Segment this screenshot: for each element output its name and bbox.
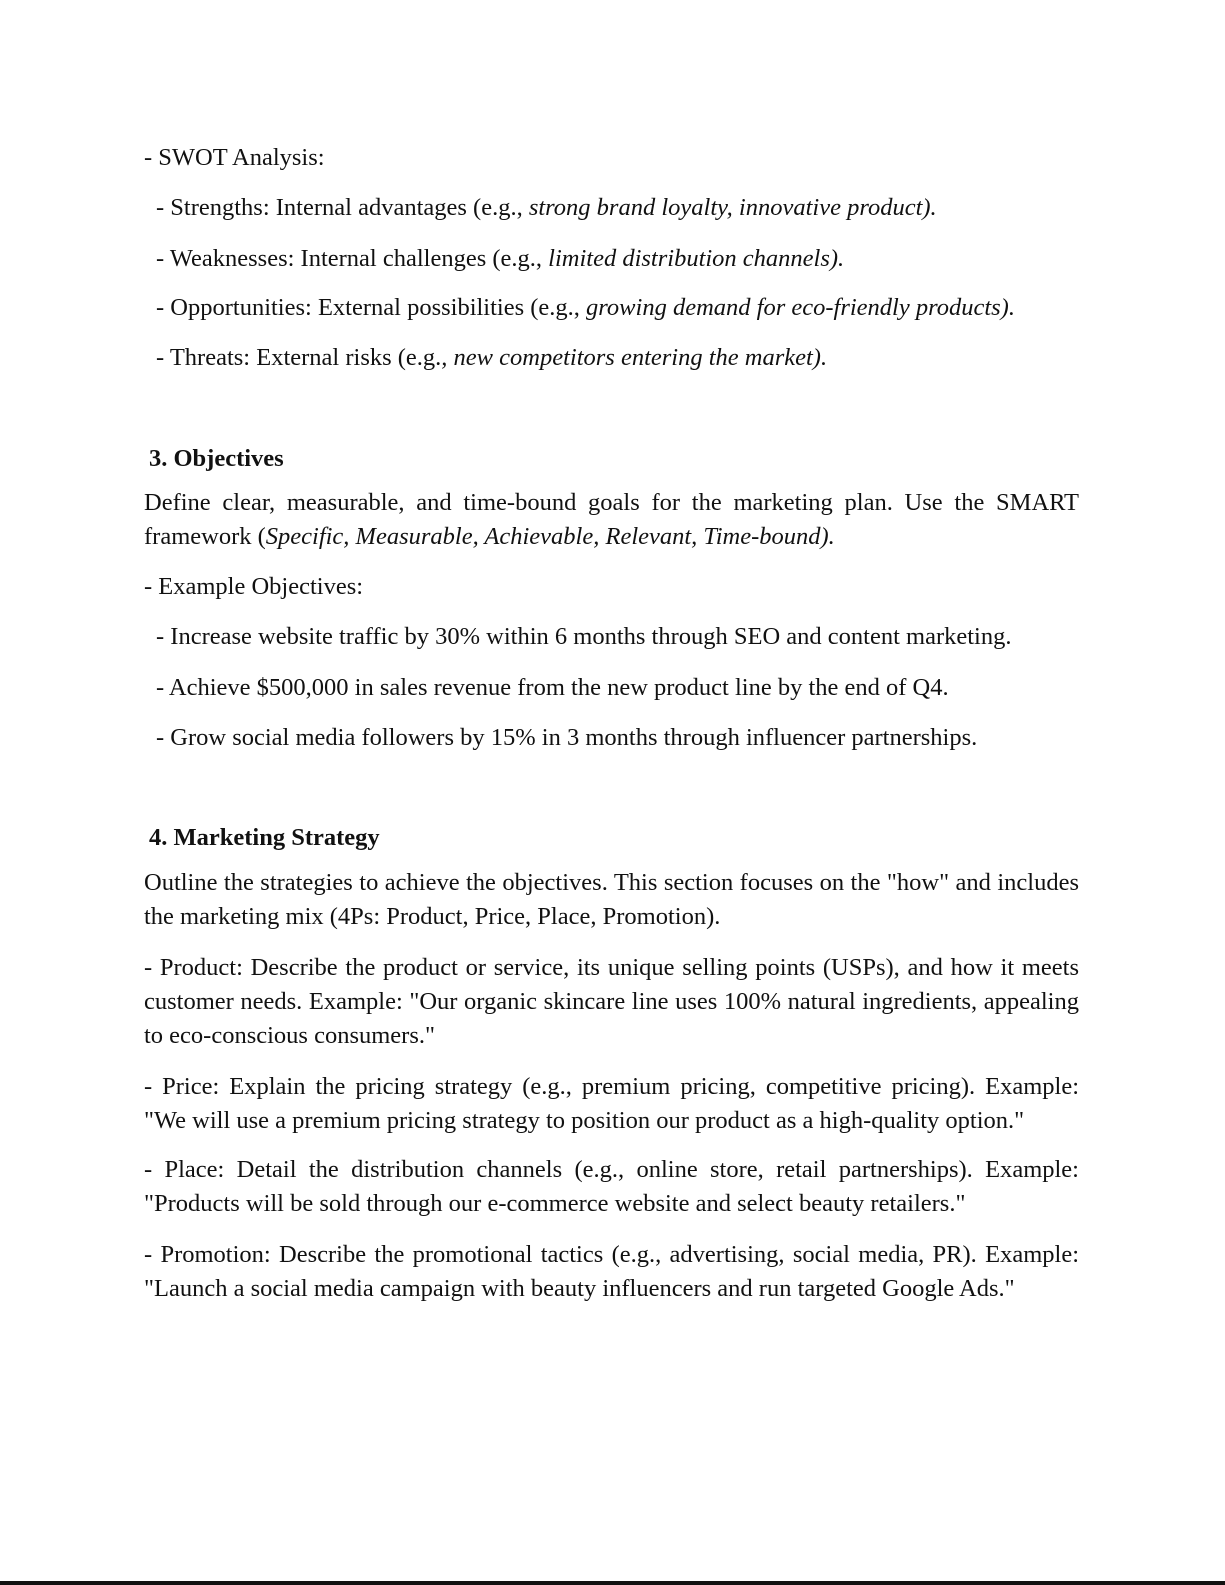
objective-item: - Increase website traffic by 30% within 6 months through SEO and content marketing. <box>156 623 1012 650</box>
swot-threats-label: - Threats: External risks (e.g. <box>156 344 442 371</box>
strategy-promotion: - Promotion: Describe the promotional tactics (e.g., advertising, social media, PR). Example: "Launch a social media campaign with beauty influencers and run targeted Google Ads." <box>144 1241 1079 1302</box>
strategy-intro: Outline the strategies to achieve the objectives. This section focuses on the "how" and includes the marketing mix (4Ps: Product, Price, Place, Promotion). <box>144 869 1079 930</box>
swot-strengths-label: - Strengths: Internal advantages (e.g., <box>156 194 529 221</box>
strategy-heading: 4. Marketing Strategy <box>149 824 380 851</box>
swot-weaknesses-label: - Weaknesses: Internal challenges (e.g., <box>156 245 549 272</box>
swot-opportunities-label: - Opportunities: External possibilities (e.g., <box>156 294 587 321</box>
swot-weaknesses <box>156 244 844 274</box>
swot-heading: - SWOT Analysis: <box>144 144 325 171</box>
objectives-intro-smart: Specific, Measurable, Achievable, Relevant, Time-bound). <box>265 523 835 550</box>
objectives-intro-text: Define clear, measurable, and time-bound goals for the marketing plan. Use the SMART framework ( <box>144 489 1079 550</box>
swot-opportunities-example: growing demand for eco-friendly products). <box>586 294 1015 321</box>
objectives-intro <box>144 486 1079 554</box>
strategy-place: - Place: Detail the distribution channels (e.g., online store, retail partnerships). Example: "Products will be sold through our e-commerce website and select beauty retailers." <box>144 1156 1079 1217</box>
swot-threats-example: , new competitors entering the market). <box>441 344 828 371</box>
swot-weaknesses-example: limited distribution channels). <box>548 245 845 272</box>
objective-item: - Grow social media followers by 15% in 3 months through influencer partnerships. <box>156 724 978 751</box>
page-bottom-border <box>0 1581 1225 1585</box>
swot-strengths-example: strong brand loyalty, innovative product). <box>528 194 937 221</box>
strategy-product: - Product: Describe the product or service, its unique selling points (USPs), and how it meets customer needs. Example: "Our organic skincare line uses 100% natural ingredients, appealing to eco-conscious consumers." <box>144 954 1079 1049</box>
swot-opportunities <box>156 293 1015 323</box>
swot-strengths <box>156 193 937 223</box>
swot-threats <box>156 343 827 373</box>
objective-item: - Achieve $500,000 in sales revenue from the new product line by the end of Q4. <box>156 674 949 701</box>
objectives-examples-heading: - Example Objectives: <box>144 573 364 600</box>
objectives-heading: 3. Objectives <box>149 445 284 472</box>
strategy-price: - Price: Explain the pricing strategy (e.g., premium pricing, competitive pricing). Example: "We will use a premium pricing strategy to position our product as a high-quality option." <box>144 1073 1079 1134</box>
